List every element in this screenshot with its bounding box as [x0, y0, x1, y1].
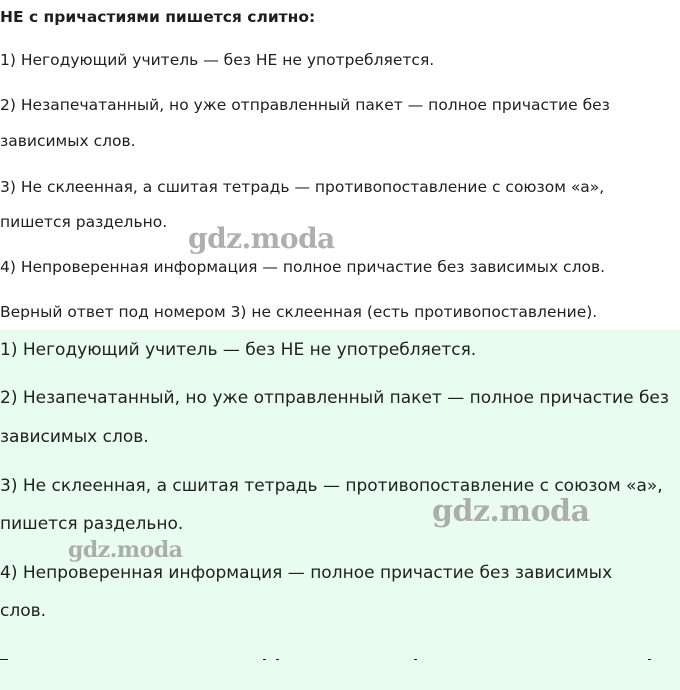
- text-line: 3) Не склеенная, а сшитая тетрадь — противопоставление с союзом «а»,: [0, 476, 663, 496]
- watermark: gdz.moda: [432, 494, 590, 529]
- text-line: 4) Непроверенная информация — полное причастие без зависимых слов.: [0, 258, 606, 276]
- text-line: зависимых слов.: [0, 427, 149, 447]
- text-line: зависимых слов.: [0, 132, 136, 150]
- text-line: пишется раздельно.: [0, 213, 168, 231]
- text-line: Верный ответ под номером 3) не склеенная (есть противопоставление).: [0, 303, 598, 321]
- text-line: 1) Негодующий учитель — без НЕ не употребляется.: [0, 340, 477, 360]
- rule-heading: НЕ с причастиями пишется слитно:: [0, 8, 316, 26]
- text-line: 1) Негодующий учитель — без НЕ не употребляется.: [0, 51, 435, 69]
- watermark: gdz.moda: [188, 222, 335, 255]
- text-line: 4) Непроверенная информация — полное причастие без зависимых: [0, 563, 613, 583]
- text-line: 2) Незапечатанный, но уже отправленный пакет — полное причастие без: [0, 388, 669, 408]
- text-line: пишется раздельно.: [0, 514, 184, 534]
- text-line: слов.: [0, 601, 47, 621]
- cut-off-line: [0, 648, 680, 660]
- answer-text-section: [0, 0, 680, 330]
- watermark: gdz.moda: [68, 537, 183, 563]
- text-line: 3) Не склеенная, а сшитая тетрадь — противопоставление с союзом «а»,: [0, 178, 605, 196]
- text-line: 2) Незапечатанный, но уже отправленный пакет — полное причастие без: [0, 96, 610, 114]
